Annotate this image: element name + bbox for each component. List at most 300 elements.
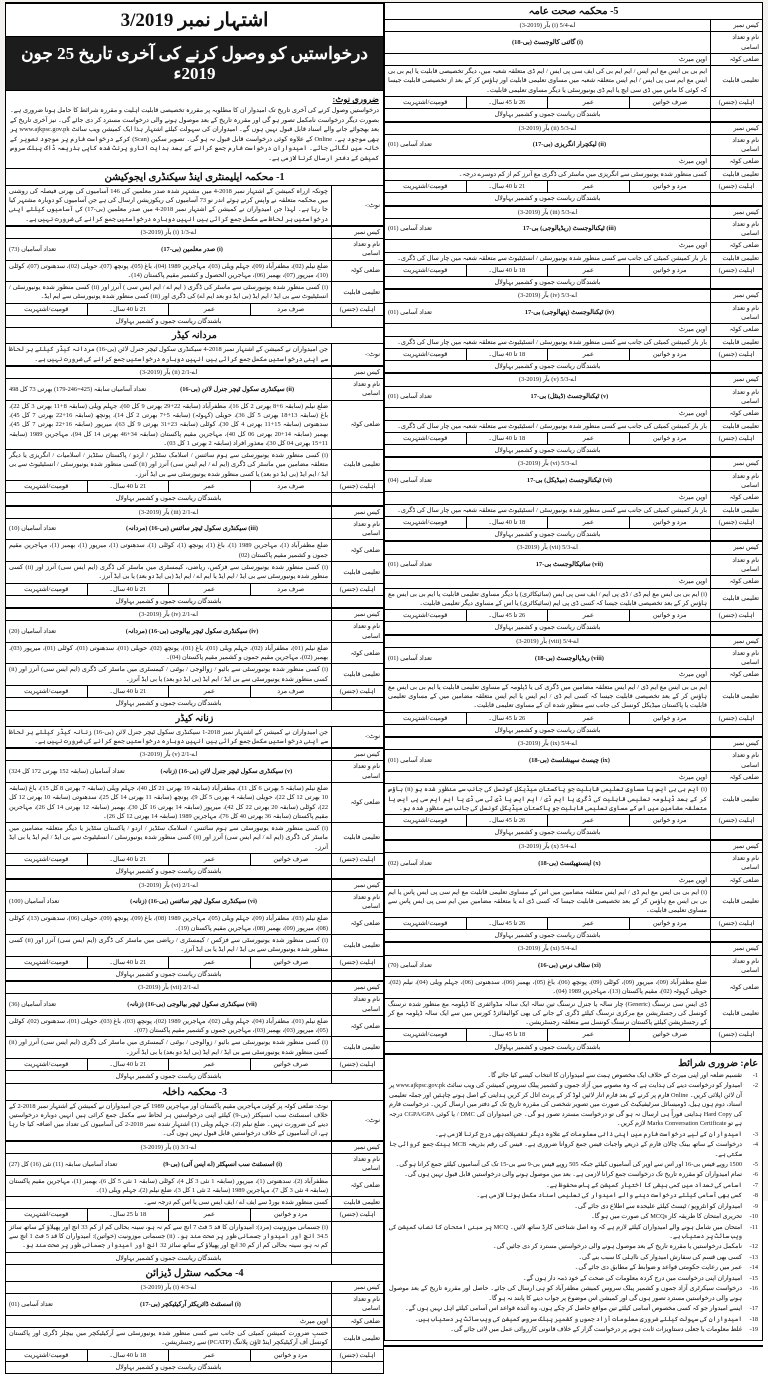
quota-row [385, 977, 763, 999]
label-domicile [711, 529, 763, 541]
qualification-value: (i) کسی منظور شدہ یونیورسٹی سے بائیو / زوالوجی / بوٹنی / کیمسٹری میں ماسٹر کی ڈگری (ایم ایس سی) آنرز اور (ii) کسی منظور شدہ یونیورسٹی سے بی ایڈ / ایم ایڈ (بی ایڈ دو بعد) یا بی ایڈ آنرز۔ [6, 1037, 332, 1059]
condition-item: غلط معلومات یا جعلی دستاویزات ثابت ہونے پر درخواست گزار کے خلاف قانونی کارروائی عمل میں لائی جائے گی۔ [450, 1325, 742, 1333]
eligibility-row [385, 432, 763, 444]
department-title: 1- محکمہ ایلیمنٹری اینڈ سیکنڈری ایجوکیشن [5, 169, 384, 185]
post-title-value: تعداد آسامیاں (36) (vii) سیکنڈری سکول ٹیچر بیالوجی (بی-16) (زنانہ) [6, 994, 332, 1016]
case-number-row [6, 879, 384, 891]
post-title-value: تعداد آسامی (01) (v) ٹیکنالوجسٹ (ڈینٹل) بی-17 [385, 386, 711, 408]
label-qualification: تعلیمی قابلیت [332, 934, 384, 956]
qualification-row [385, 420, 763, 432]
label-eligibility: اہلیت (جنس) [332, 583, 384, 595]
post-count: تعداد آسامیاں سابقہ (425=246-179) بھرتی 73 کل 498 [9, 385, 147, 393]
age-label: عمر [169, 686, 251, 698]
gender-value: مرد و خواتین [629, 516, 711, 528]
eligibility-row [385, 610, 763, 622]
label-qualification: تعلیمی قابلیت [332, 1197, 384, 1209]
label-eligibility: اہلیت (جنس) [711, 712, 763, 724]
age-label: عمر [548, 610, 630, 622]
label-case-number: کیس نمبر [332, 609, 384, 621]
post-title-value: تعداد آسامیاں سابقہ (11) نئی (16) کل (27) (i) اسسٹنٹ سب انسپکٹر (اے ایس آئی) (بی-9) [6, 1154, 332, 1176]
quota-value: ضلع نیلم (سابقہ 5 بھرتی 6 کل 11)، مظفرآباد (سابقہ 19 بھرتی 21 کل 40)، جہلم ویلی (سابقہ 7 بھرتی 8 کل 15)، باغ (سابقہ 10 بھرتی 12 کل 22)، حویلی (سابقہ 4 بھرتی 5 کل 9)، پونچھ (سابقہ 11 بھرتی 14 کل 25)، سدھنوتی (سابقہ 10 بھرتی 12 کل 22)، کوٹلی (سابقہ 20 بھرتی 22 کل 42)، میرپور (سابقہ 14 بھرتی 16 کل 30)، بھمبر (سابقہ 12 بھرتی 14 کل 26)، مہاجرین مقیم پاکستان (سابقہ 36 بھرتی 40 کل 76)، مہاجرین 1989 (سابقہ 14 بھرتی 12 کل 26)۔ [6, 783, 332, 823]
domicile-row [6, 1361, 384, 1373]
eligibility-row [6, 686, 384, 698]
label-post-name: نام و تعداد اسامی [711, 647, 763, 669]
gender-value: مرد و خواتین [629, 815, 711, 827]
post-table [384, 737, 763, 840]
label-post-name: نام و تعداد اسامی [332, 518, 384, 540]
label-post-name: نام و تعداد اسامی [711, 218, 763, 240]
label-post-name: نام و تعداد اسامی [332, 1294, 384, 1316]
age-label: عمر [548, 712, 630, 724]
age-value: 26 تا 45 سال۔ [466, 917, 548, 929]
case-number-value: اے-5/3 (iii) بآر (2019-3) [385, 206, 711, 218]
qualification-row [6, 1197, 384, 1209]
fee-value: قومیت/اشتہریت [6, 480, 88, 492]
post-table [384, 373, 763, 457]
case-number-row [385, 943, 763, 955]
case-number-value: اے-5/3 (vii) بآر (2019-3) [385, 542, 711, 554]
label-quota: ضلعی کوٹہ [332, 1015, 384, 1037]
age-label: عمر [169, 1349, 251, 1361]
post-title-value: تعداد آسامیاں (10) (iii) سیکنڈری سکول ٹیچر سائنس (بی-16) (مردانہ) [6, 518, 332, 540]
note-row [6, 726, 384, 748]
gender-value: صرف خواتین [250, 1059, 332, 1071]
fee-value: قومیت/اشتہریت [6, 303, 88, 315]
gender-value: مرد و خواتین [629, 432, 711, 444]
label-domicile [711, 827, 763, 839]
post-count: تعداد آسامیاں (20) [9, 627, 57, 635]
condition-item: تقسیم ضلعہ اور اپنی میرٹ کے خلاف ایک مخصوص ہمت سے امیدواران کا انتخاب کیسے کیا جائے گا۔ [487, 1072, 742, 1080]
fee-value: قومیت/اشتہریت [6, 1209, 88, 1221]
fee-value: قومیت/اشتہریت [6, 583, 88, 595]
eligibility-row [385, 516, 763, 528]
label-post-name: نام و تعداد اسامی [332, 379, 384, 401]
label-eligibility: اہلیت (جنس) [711, 432, 763, 444]
quota-value: اوپن میرٹ [385, 669, 711, 681]
label-quota: ضلعی کوٹہ [332, 783, 384, 823]
domicile-value: باشندگان ریاست جموں و کشمیر بہاولال [385, 1041, 711, 1053]
quota-value: اوپن میرٹ [385, 408, 711, 420]
label-qualification: تعلیمی قابلیت [332, 561, 384, 583]
label-case-number: کیس نمبر [711, 943, 763, 955]
domicile-value: باشندگان ریاست جموں و کشمیر بہاولال [6, 493, 332, 505]
fee-value: قومیت/اشتہریت [6, 1349, 88, 1361]
quota-value: اوپن میرٹ [385, 772, 711, 784]
post-table [384, 541, 763, 634]
domicile-row [385, 827, 763, 839]
label-quota: ضلعی کوٹہ [711, 408, 763, 420]
post-count: تعداد آسامی (01) [388, 309, 432, 317]
age-value: 18 تا 40 سال۔ [466, 432, 548, 444]
eligibility-row [6, 853, 384, 865]
case-number-row [385, 206, 763, 218]
domicile-value: باشندگان ریاست جموں و کشمیر بہاولال [385, 622, 711, 634]
label-eligibility: اہلیت (جنس) [711, 610, 763, 622]
case-number-row [385, 458, 763, 470]
label-qualification: تعلیمی قابلیت [711, 504, 763, 516]
label-eligibility: اہلیت (جنس) [711, 348, 763, 360]
gender-value: مرد و خواتین [629, 180, 711, 192]
qualification-value: (i) کسی منظور شدہ یونیورسٹی سے ماسٹر کی ڈگری ( ایم اے / ایم ایس سی ) آنرز اور (ii) کسی منظور شدہ یونیورسٹی / انسٹیٹیوٹ سے بی ایڈ / ایم ایڈ (بی ایڈ دو بعد ایم اے) کی ڈگری اور (iii) کسی منظور شدہ یونیورسٹی سے ایم ایڈ۔ [6, 282, 332, 304]
qualification-value: بار بار کمیشن کمیٹی کی جانب سے کسی منظور شدہ یونیورسٹی / انسٹیٹیوٹ سے متعلقہ شعبہ میں چار سال کی ڈگری۔ [385, 504, 711, 516]
case-number-value: اے-2/1 (iv) بآر (2019-3) [6, 609, 332, 621]
condition-item: امیدوار کو درخواست دینے کی ہدایت ہے کہ وہ مصوبے میں آزاد جموں و کشمیر پبلک سروس کمیشن کی ویب سائٹ www.ajkpsc.gov.pk پر آن لائن اپلائی کریں۔ Online فارم پر کرنے کے بعد فارم اتار لائیں لوڈ کر کے پرنٹ اتال کر کریں ہدایتی کے اصل ہونے چاہئیں اور جملہ تعلیمی اسناد، دوم ہوں ہیل، ڈومیسائل سرٹیفیکیٹ کی صورت میں تصویر شخصی کی مقررہ تاریخ تک کے دفتر میں ارسال کریں۔ درخواست فارم کی Hard Copy ہدایتی فوراً ہی ارسال نہ ہو گی تو درخواست مسترد تصور ہو گی۔ جن امیدواران کی DMC / یا کوئی CGPA/GPA درجہ ہے تو Marks Conversation Certificate لازم کریں۔ [389, 1082, 742, 1128]
label-eligibility: اہلیت (جنس) [332, 853, 384, 865]
post-title-value: تعداد آسامی (01) (iv) ٹیکنالوجسٹ (پتھالوجی) بی-17 [385, 302, 711, 324]
post-title-value: تعداد آسامی (70) (xi) سٹاف نرس (بی-16) [385, 955, 711, 977]
post-table [5, 981, 384, 1084]
post-count: تعداد آسامیاں (73) [9, 245, 57, 253]
general-conditions [384, 1054, 763, 1341]
label-eligibility: اہلیت (جنس) [332, 303, 384, 315]
gender-value: مرد و خواتین [250, 1349, 332, 1361]
post-title-row [385, 302, 763, 324]
case-number-value: اے-3/1 (i) بآر (2019-3) [6, 1141, 332, 1153]
fee-value: قومیت/اشتہریت [385, 610, 467, 622]
fee-value: قومیت/اشتہریت [6, 686, 88, 698]
qualification-row [6, 664, 384, 686]
qualification-value: بار بار کمیشن کمیٹی کی جانب سے کسی منظور شدہ یونیورسٹی / انسٹیٹیوٹ سے متعلقہ شعبہ میں چار سال کی ڈگری۔ [385, 336, 711, 348]
domicile-value: باشندگان ریاست جموں و کشمیر بہاولال [6, 1361, 332, 1373]
post-title-row [385, 955, 763, 977]
post-count: تعداد آسامیاں (10) [9, 525, 57, 533]
label-post-name: نام و تعداد اسامی [332, 239, 384, 261]
post-title-row [385, 852, 763, 874]
case-number-row [6, 366, 384, 378]
quota-value: ضلع مظفرآباد (09)، میرپور (09)، کوٹلی (09)، پونچھ (06)، باغ (05)، بھمبر (06)، سدھنوتی (06)، جہلم ویلی (04)، نیلم (02)، حویلی کہوٹہ (02)، مقیم پاکستان (13)، مہاجرین 1989 (04)۔ [385, 977, 711, 999]
domicile-row [385, 277, 763, 289]
label-quota: ضلعی کوٹہ [711, 492, 763, 504]
note-row [6, 185, 384, 225]
case-number-value: اے-2/1 (vi) بآر (2019-3) [6, 879, 332, 891]
label-quota: ضلعی کوٹہ [332, 1315, 384, 1327]
post-title-value: تعداد آسامیاں (سابقہ 152 بھرتی 172 کل 324) (v) سیکنڈری سکول ٹیچر جنرل لائن (بی-16) (زنانہ) [6, 761, 332, 783]
label-qualification: تعلیمی قابلیت [711, 681, 763, 712]
label-note: نوٹ:- [332, 1100, 384, 1140]
age-value: 26 تا 45 سال۔ [466, 712, 548, 724]
label-qualification: تعلیمی قابلیت [332, 664, 384, 686]
post-title-row [6, 518, 384, 540]
age-label: عمر [169, 1059, 251, 1071]
fee-value: قومیت/اشتہریت [385, 917, 467, 929]
post-count: تعداد آسامیاں سابقہ (11) نئی (16) کل (27) [9, 1160, 118, 1168]
post-title-row [385, 647, 763, 669]
qualification-row [385, 168, 763, 180]
label-qualification: تعلیمی قابلیت [711, 66, 763, 97]
quota-row [385, 874, 763, 886]
label-domicile [332, 968, 384, 980]
label-qualification: تعلیمی قابلیت [711, 252, 763, 264]
post-count: تعداد آسامیاں (سابقہ 152 بھرتی 172 کل 324) [9, 768, 125, 776]
conditions-list [389, 1071, 758, 1334]
cadre-note-table [5, 343, 384, 366]
qualification-value: بار بار کمیشن کمیٹی کی جانب سے کسی منظور شدہ یونیورسٹی / انسٹیٹیوٹ سے متعلقہ شعبہ میں چار سال کی ڈگری۔ [385, 252, 711, 264]
age-value: 21 تا 40 سال۔ [87, 853, 169, 865]
quota-row [385, 669, 763, 681]
eligibility-row [385, 815, 763, 827]
quota-value: ضلع نیلم (سابقہ 6+8 بھرتی 2 کل 16)، مظفرآباد (سابقہ 22+29 بھرتی 9 کل 60)، جہلم ویلی (سابقہ 8+11 بھرتی 3 کل 22)، باغ (سابقہ 13+18 بھرتی 5 کل 36)، حویلی (کہوٹہ) (سابقہ 5+7 بھرتی 2 کل 14)، پونچھ (سابقہ 16+22 بھرتی 7 کل 45)، سدھنوتی (سابقہ 15+11 بھرتی 4 کل 30)، کوٹلی (سابقہ 23+31 بھرتی 9 کل 63)، میرپور (سابقہ 16+22 بھرتی 7 کل 45)، بھمبر (سابقہ 14+20 بھرتی 06 کل 40)، مہاجرین مقیم پاکستان (سابقہ 34+46 بھرتی 14 کل 94)، مہاجرین 1989 (سابقہ 11+15 بھرتی 04 کل 30)، معذور افراد (سابقہ 2 بھرتی 1 کل 03)۔ [6, 400, 332, 449]
label-quota: ضلعی کوٹہ [332, 260, 384, 282]
age-label: عمر [548, 432, 630, 444]
qualification-value: کسی منظور شدہ بورڈ سے ایف اے / ایف ایس سی یا اس کم درجہ سے۔ [6, 1197, 332, 1209]
age-value: 18 تا 40 سال۔ [87, 1349, 169, 1361]
label-domicile [711, 622, 763, 634]
eligibility-row [385, 96, 763, 108]
age-value: 18 تا 40 سال۔ [466, 516, 548, 528]
quota-value: اوپن میرٹ [385, 53, 711, 65]
quota-row [385, 772, 763, 784]
qualification-row [6, 282, 384, 304]
age-value: 21 تا 40 سال۔ [87, 480, 169, 492]
qualification-row [385, 784, 763, 815]
post-title-value: (i) گائنی کالوجسٹ (بی-18) [385, 32, 711, 54]
domicile-row [385, 109, 763, 121]
age-value: 18 تا 40 سال۔ [466, 348, 548, 360]
label-domicile [332, 1071, 384, 1083]
cadre-title: زنانہ کیڈر [5, 711, 384, 726]
condition-item: تحریری امتحان کا طریقہ کار MCQs کی صورت میں ہو گا۔ [590, 1213, 742, 1221]
label-case-number: کیس نمبر [711, 122, 763, 134]
label-eligibility: اہلیت (جنس) [711, 815, 763, 827]
age-label: عمر [548, 180, 630, 192]
label-eligibility: اہلیت (جنس) [332, 1349, 384, 1361]
post-title-row [6, 994, 384, 1016]
right-column [3, 2, 384, 1371]
label-qualification: تعلیمی قابلیت [332, 282, 384, 304]
qualification-value: (i) ایم بی بی ایس مع ایم ڈی / ایم ایس متعلقہ مضامین میں اس کے مساوی تعلیمی قابلیت مع ایم سی پی ایس پاس یا ایم بی بی ایس مع ہاؤس کر کے بعد تخصیصی قابلیت جیسا کہ کسی ڈی اے یا متعلقہ مضامین میں ایم سی پی ایس پاس سے مساوی تعلیمی قابلیت۔ [385, 886, 711, 917]
quota-row [385, 240, 763, 252]
important-note-title: ضروری نوٹ: [332, 94, 379, 104]
fee-value: قومیت/اشتہریت [6, 956, 88, 968]
case-number-row [6, 749, 384, 761]
case-number-row [385, 290, 763, 302]
condition-item: درخواست کے ساتھ بینک چالان فارم کے ذریعے واجبات فیس جمع کروانا ضروری ہے۔ فیس کی رقم بذریعہ MCB بینک جمع کروائی جا سکتی ہے۔ [389, 1141, 742, 1158]
label-post-name: نام و تعداد اسامی [711, 302, 763, 324]
quota-row [6, 540, 384, 562]
case-number-value: اے-2/1 (ii) بآر (2019-3) [6, 366, 332, 378]
case-number-value: اے-5/3 (iv) بآر (2019-3) [385, 290, 711, 302]
case-number-row [385, 840, 763, 852]
gender-value: صرف خواتین [250, 956, 332, 968]
post-title-row [385, 386, 763, 408]
label-case-number: کیس نمبر [711, 290, 763, 302]
label-qualification: تعلیمی قابلیت [711, 886, 763, 917]
case-number-row [385, 122, 763, 134]
quota-row [385, 576, 763, 588]
condition-item: امیدواران کے لیے درخواست فارم میں اپنی ذاتی معلومات کے علاوہ دیگر تفصیلات بھی درج کرنا لازمی ہے۔ [434, 1130, 742, 1138]
domicile-row [6, 595, 384, 607]
label-quota: ضلعی کوٹہ [332, 913, 384, 935]
domicile-row [6, 1252, 384, 1264]
age-label: عمر [169, 853, 251, 865]
qualification-value: حسبِ ضرورت کمیشن کمیٹی کی جانب سے کسی منظور شدہ یونیورسٹی سے آرکیٹیکچر میں بیچلر ڈگری اور پاکستان کونسل آف آرکیٹیکچر اینڈ ٹاؤن پلاننگ (PCATP) سے رجسٹریشن۔ [6, 1327, 332, 1349]
condition-item: ایسے امیدوار جو کہ کسی مخصوص آسامی کیلئے تین مواقع حاصل کر چکے ہوں، وہ آئندہ قواعد اس آسامی کیلئے اہل نہیں ہوں گے۔ [404, 1305, 742, 1313]
label-case-number: کیس نمبر [711, 738, 763, 750]
gender-value: صرف مرد [250, 583, 332, 595]
post-title-value: تعداد آسامی (04) (vi) ٹیکنالوجسٹ (میڈیکل) بی-17 [385, 470, 711, 492]
deadline-banner: درخواستیں کو وصول کرنے کی آخری تاریخ 25 جون 2019ء [5, 37, 384, 91]
label-post-name: نام و تعداد اسامی [711, 32, 763, 54]
domicile-row [385, 929, 763, 941]
eligibility-row [6, 1059, 384, 1071]
quota-value: اوپن میرٹ [385, 874, 711, 886]
age-label: عمر [548, 815, 630, 827]
age-label: عمر [169, 480, 251, 492]
domicile-value: باشندگان ریاست جموں و کشمیر بہاولال [385, 929, 711, 941]
domicile-value: باشندگان ریاست جموں و کشمیر بہاولال [6, 595, 332, 607]
post-title-row [385, 554, 763, 576]
label-eligibility: اہلیت (جنس) [711, 180, 763, 192]
gender-value: صرف مرد [250, 686, 332, 698]
label-qualification: تعلیمی قابلیت [711, 168, 763, 180]
important-note-body: درخواستیں وصول کرنے کی آخری تاریخ تک امیدوار ان کا مطلوبہ پر مقررہ تخصیصی قابلیت اہلیت و مقررہ شرائط کا حامل ہونا ضروری ہے۔ بصورت دیگر درخواست نامکمل تصور ہو گی اور مقررہ تاریخ کے بعد موصول ہونے والی درخواست مسترد کر دی جائے گی۔ نیز آخری تاریخ کے بعد بھجوائے جانے والے اسناد قابل قبول نہیں ہوں گے۔ امیدواران کی سہولت کیلئے اشتہار ہذا ایک کمیشن ویب سائٹ www.ajkpsc.gov.pk پر بھی موجود ہے۔ Online کے علاوہ کوئی درخواست قابل قبول نہ ہو گی۔ تصویر سکین (Scan) کرکے درخواست فارم پر موجود تصویر کے خانہ میں لگائی جائے۔ امیدواران درخواست فارم جمع کرانے کے بعد ہدایت اتارو پرنٹ شدہ کاپی بذریعہ ڈاک پبلک سروس کمیشن کے دفتر ارسال کرنا لازمی ہے۔ [10, 107, 380, 163]
condition-item: درخواست سیکرٹری آزاد جموں و کشمیر پبلک سروس کمیشن مظفرآباد کو ہی ارسال کی جائے۔ حاصل اور مقررہ تاریخ کے بعد موصول ہونے والی درخواستیں مسترد تصور ہوں گی اور کمیشن اس موضوع پر جواب دینے کا پابند نہ ہو گا۔ [389, 1285, 742, 1302]
label-quota: ضلعی کوٹہ [711, 156, 763, 168]
qualification-row [385, 886, 763, 917]
label-quota: ضلعی کوٹہ [332, 1175, 384, 1197]
label-post-name: نام و تعداد اسامی [711, 955, 763, 977]
quota-value: اوپن میرٹ [6, 1315, 332, 1327]
fee-value: قومیت/اشتہریت [385, 516, 467, 528]
label-eligibility: اہلیت (جنس) [332, 1059, 384, 1071]
case-number-value: اے-5/4 (ix) بآر (2019-3) [385, 738, 711, 750]
qualification-value: (i) کسی منظور شدہ یونیورسٹی سے بائیو / زوالوجی / بوٹنی / کیمسٹری میں ماسٹر کی ڈگری (ایم ایس سی) آنرز اور (ii) کسی منظور شدہ یونیورسٹی سے بی ایڈ / ایم ایڈ (بی ایڈ دو بعد) یا بی ایڈ آنرز۔ [6, 664, 332, 686]
quota-row [6, 1315, 384, 1327]
fee-value: قومیت/اشتہریت [6, 1059, 88, 1071]
signatory-name [385, 1346, 762, 1347]
post-count: تعداد آسامی (01) [388, 561, 432, 569]
age-value: 21 تا 40 سال۔ [87, 956, 169, 968]
label-qualification: تعلیمی قابلیت [711, 588, 763, 610]
post-title-row [6, 1154, 384, 1176]
age-label: عمر [169, 303, 251, 315]
post-title-row [385, 134, 763, 156]
post-title-value: تعداد آسامی (01) (ix) چیسٹ سپیشلسٹ (بی-18) [385, 750, 711, 772]
cadre-note-table [5, 726, 384, 749]
cadre-title: مردانہ کیڈر [5, 328, 384, 343]
label-case-number: کیس نمبر [332, 1281, 384, 1293]
age-value: 18 تا 40 سال۔ [466, 264, 548, 276]
label-post-name: نام و تعداد اسامی [711, 386, 763, 408]
label-note: نوٹ:- [332, 344, 384, 366]
extra-row [6, 1221, 384, 1252]
eligibility-row [385, 1029, 763, 1041]
gender-value: صرف خواتین [629, 1029, 711, 1041]
important-note [5, 91, 384, 169]
age-label: عمر [169, 1209, 251, 1221]
case-number-row [385, 738, 763, 750]
note-row [6, 1100, 384, 1140]
age-value: 18 تا 25 سال۔ [87, 1209, 169, 1221]
qualification-value: ایم بی بی ایس مع ایم ایس / ایم ایم بی کی ایف سی پی ایس / ایم ڈی متعلقہ شعبہ میں، دیگر تخصیصی قابلیت یا ایم بی بی ایس مع ایم سی پی ایس / ایم ایس متعلقہ شعبہ میں مساوی تعلیمی قابلیت اور ہاؤس کر کے بعد از تخصیصی قابلیت جیسا کہ کوئی کا ماس میں ڈی سی ایچ یا ایم ڈی یونیورسٹی یا دیگر مساوی تعلیمی قابلیت۔ [385, 66, 711, 97]
label-domicile [711, 929, 763, 941]
department-title: 3- محکمہ داخلہ [5, 1084, 384, 1100]
post-title-row [6, 761, 384, 783]
domicile-row [385, 622, 763, 634]
qualification-value: (i) کسی منظور شدہ یونیورسٹی سے فزکس / کیمسٹری / ریاضی میں ماسٹر کی ڈگری (ایم ایس سی) آنرز اور (ii) کسی منظور شدہ یونیورسٹی سے بی ایڈ / ایم ایڈ یا بی ایڈ آنرز۔ [6, 934, 332, 956]
quota-row [6, 1175, 384, 1197]
quota-row [6, 783, 384, 823]
label-quota: ضلعی کوٹہ [711, 977, 763, 999]
qualification-row [385, 66, 763, 97]
quota-row [6, 642, 384, 664]
qualification-row [6, 934, 384, 956]
gender-value: صرف مرد [250, 480, 332, 492]
label-post-name: نام و تعداد اسامی [711, 852, 763, 874]
domicile-value: باشندگان ریاست جموں و کشمیر بہاولال [385, 277, 711, 289]
domicile-value: باشندگان ریاست جموں و کشمیر بہاولال [385, 445, 711, 457]
age-label: عمر [548, 917, 630, 929]
qualification-value: (i) کسی منظور شدہ یونیورسٹی سے فزکس، ریاضی، کیمسٹری میں ماسٹر کی ڈگری (ایم ایس سی) آنرز اور (ii) کسی منظور شدہ یونیورسٹی سے بی ایڈ / ایم ایڈ یا ایم اے / ایم ایڈ (بی ایڈ دو بعد) یا بی ایڈ آنرز۔ [6, 561, 332, 583]
label-post-name: نام و تعداد اسامی [332, 761, 384, 783]
eligibility-row [6, 480, 384, 492]
post-count: تعداد آسامیاں (36) [9, 1000, 57, 1008]
label-quota: ضلعی کوٹہ [711, 324, 763, 336]
label-domicile [332, 316, 384, 328]
quota-value: اوپن میرٹ [385, 324, 711, 336]
post-table [384, 206, 763, 290]
post-table [5, 1281, 384, 1374]
case-number-value: اے-4/3 (i) بآر (2019-3) [6, 1281, 332, 1293]
case-number-value: اے-1/3 (i) بآر (2019-3) [6, 226, 332, 238]
conditions-title: عام: ضروری شرائط [678, 1059, 758, 1070]
fee-value: قومیت/اشتہریت [385, 96, 467, 108]
post-count: تعداد آسامی (01) [388, 141, 432, 149]
fee-value: قومیت/اشتہریت [6, 853, 88, 865]
label-qualification: تعلیمی قابلیت [711, 420, 763, 432]
fee-value: قومیت/اشتہریت [385, 815, 467, 827]
quota-value: مظفرآباد (2)، سدھنوتی (1)، میرپور (سابقہ 1 نئی 3 کل 4)، کوٹلی (سابقہ 1 نئی 5 کل 6)، بھمبر (1)، مہاجرین مقیم پاکستان (سابقہ 4 نئی 3 کل 7)، مہاجرین 1989 (سابقہ 2 نئی 1 کل 3)، ضلع نیلم (2)، جہلم ویلی (1)۔ [6, 1175, 332, 1197]
post-title-value: تعداد آسامی (02) (x) اینستھیٹسٹ (بی-18) [385, 852, 711, 874]
post-title-row [6, 1294, 384, 1316]
post-table [384, 840, 763, 943]
age-value: 21 تا 40 سال۔ [87, 303, 169, 315]
case-number-row [385, 20, 763, 32]
label-case-number: کیس نمبر [332, 982, 384, 994]
gender-value: صرف مرد [250, 303, 332, 315]
quota-row [385, 156, 763, 168]
age-label: عمر [169, 583, 251, 595]
post-title-value: تعداد آسامیاں (20) (iv) سیکنڈری سکول ٹیچر بیالوجی (بی-16) (مردانہ) [6, 621, 332, 643]
qualification-row [385, 252, 763, 264]
label-case-number: کیس نمبر [711, 458, 763, 470]
label-qualification: تعلیمی قابلیت [711, 336, 763, 348]
post-table [5, 1141, 384, 1265]
domicile-row [6, 968, 384, 980]
age-label: عمر [548, 264, 630, 276]
case-number-row [6, 982, 384, 994]
qualification-row [6, 1037, 384, 1059]
post-table [5, 226, 384, 329]
quota-row [6, 400, 384, 449]
case-number-row [6, 226, 384, 238]
post-title-row [385, 470, 763, 492]
qualification-row [385, 336, 763, 348]
label-case-number: کیس نمبر [332, 226, 384, 238]
label-post-name: نام و تعداد اسامی [711, 554, 763, 576]
domicile-row [6, 866, 384, 878]
organization-title [6, 3, 383, 4]
case-number-value: اے-5/4 (viii) بآر (2019-3) [385, 635, 711, 647]
age-label: عمر [548, 348, 630, 360]
domicile-value: باشندگان ریاست جموں و کشمیر بہاولال [385, 529, 711, 541]
age-value: 18 تا 45 سال۔ [466, 1029, 548, 1041]
label-post-name: نام و تعداد اسامی [332, 994, 384, 1016]
quota-row [385, 53, 763, 65]
age-value: 26 تا 45 سال۔ [466, 96, 548, 108]
fee-value: قومیت/اشتہریت [385, 432, 467, 444]
post-title-row [385, 750, 763, 772]
